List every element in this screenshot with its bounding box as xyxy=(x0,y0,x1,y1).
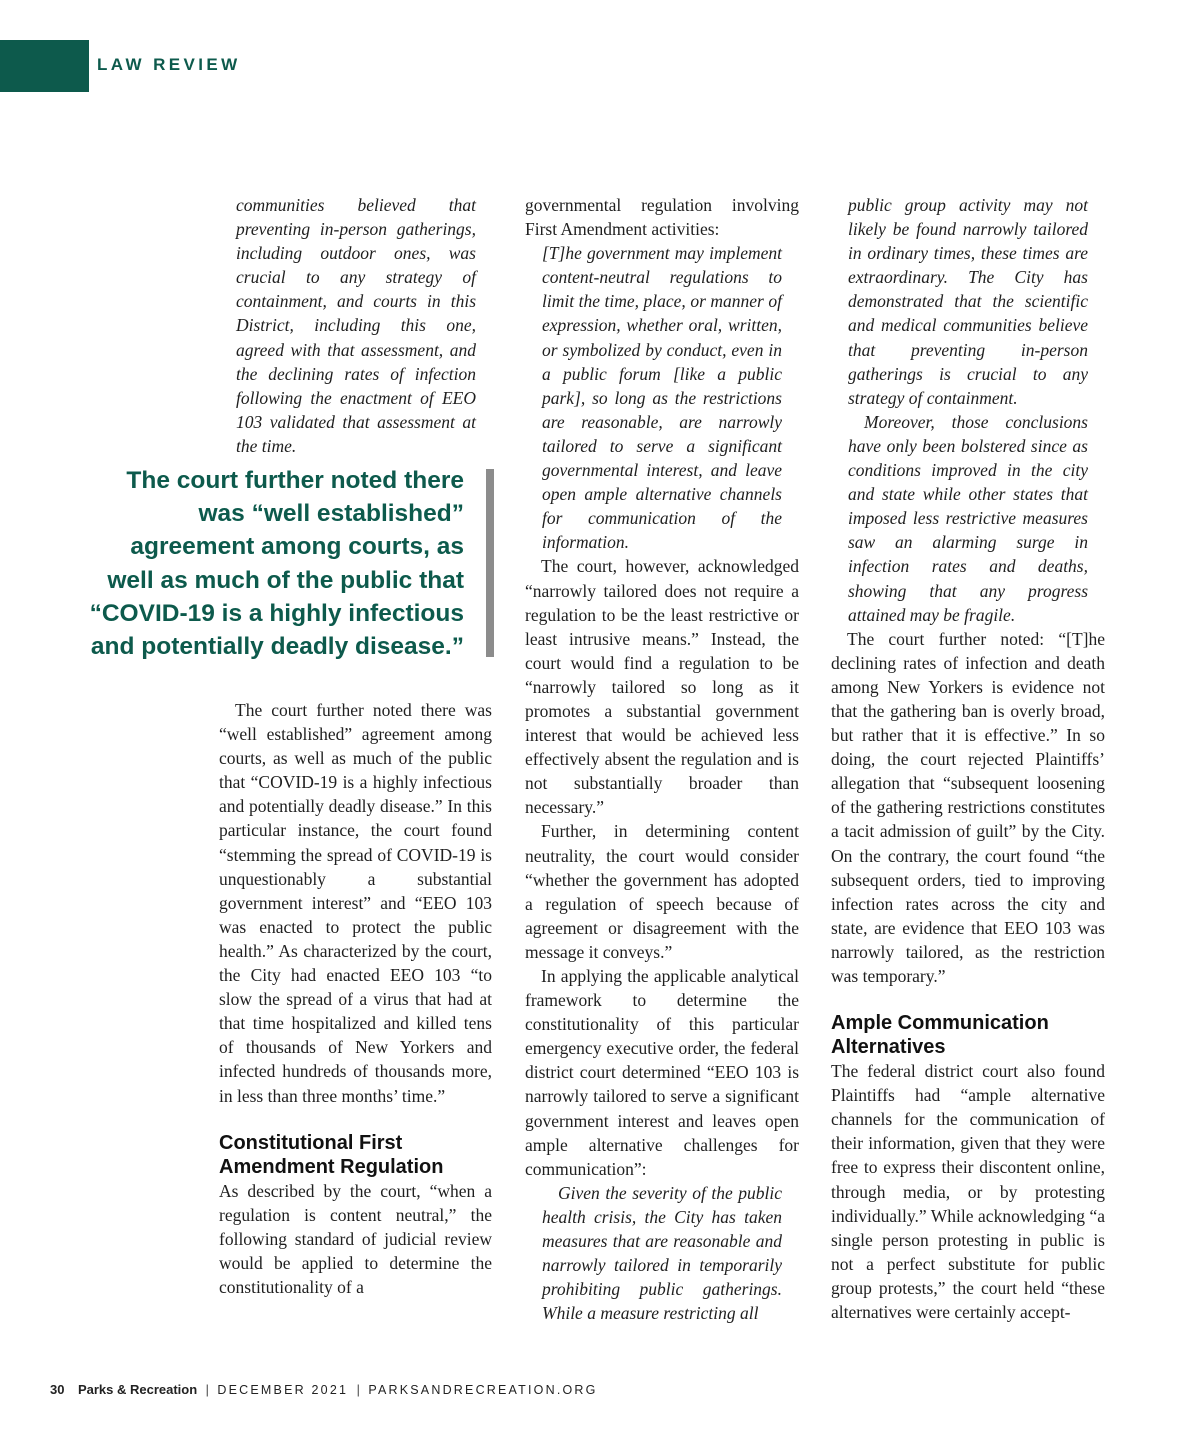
column-3 xyxy=(831,193,1105,1324)
pull-quote-rule xyxy=(486,469,494,657)
body-paragraph: The court, however, acknowledged “narrowly tailored does not require a regulation to be the least restrictive or least intrusive means.” Instead, the court would find a regulation to be “narrowly tailored so long as it promotes a substantial government interest that would be achieved less effectively absent the regulation and is not substantially broader than necessary.” xyxy=(525,556,799,818)
website-link[interactable]: PARKSANDRECREATION.ORG xyxy=(368,1383,598,1397)
page-number: 30 xyxy=(50,1382,65,1397)
block-quote-continuation: public group activity may not likely be found narrowly tailored in ordinary times, these times are extraordinary. The City has demonstrated that the scientific and medical communities believe that preventing in-person gatherings is crucial to any strategy of containment. xyxy=(848,195,1088,408)
section-label: LAW REVIEW xyxy=(97,55,241,74)
page-footer xyxy=(50,1382,598,1397)
block-quote: Given the severity of the public health crisis, the City has taken measures that are reasonable and narrowly tailored in temporarily prohibiting public gatherings. While a measure restricting all xyxy=(542,1182,782,1324)
body-paragraph: The court further noted: “[T]he declining rates of infection and death among New Yorkers is evidence not that the gathering ban is overly broad, but rather that it is effective.” In so doing, the court rejected Plaintiffs’ allegation that “subsequent loosening of the gathering restrictions constitutes a tacit admission of guilt” by the City. On the contrary, the court found “the subsequent orders, tied to improving infection rates across the city and state, are evidence that EEO 103 was narrowly tailored, as the restriction was temporary.” xyxy=(831,628,1105,986)
pull-quote: The court further noted there was “well established” agreement among courts, as well as much of the public that “COVID-19 is a highly infectious and potentially deadly disease.” xyxy=(89,467,464,661)
column-1-top xyxy=(236,193,476,458)
block-quote-continuation: communities believed that preventing in-person gatherings, including outdoor ones, was crucial to any strategy of containment, and courts in this District, including this one, agreed with that assessment, and the declining rates of infection following the enactment of EEO 103 validated that assessment at the time. xyxy=(236,195,476,456)
body-paragraph: As described by the court, “when a regulation is content neutral,” the following standard of judicial review would be applied to determine the constitutionality of a xyxy=(219,1180,492,1297)
column-2 xyxy=(525,193,799,1325)
footer-separator: | xyxy=(356,1383,360,1397)
footer-separator: | xyxy=(205,1383,209,1397)
block-quote: Moreover, those conclusions have only been bolstered since as conditions improved in the city and state while other states that imposed less restrictive measures saw an alarming surge in infection rates and deaths, showing that any progress attained may be fragile. xyxy=(848,411,1088,625)
body-paragraph: In applying the applicable analytical framework to determine the constitutionality of this particular emergency executive order, the federal district court determined “EEO 103 is narrowly tailored to serve a significant government interest and leaves open ample alternative challenges for communication”: xyxy=(525,966,799,1179)
body-paragraph: Further, in determining content neutrality, the court would consider “whether the government has adopted a regulation of speech because of agreement or disagreement with the message it conveys.” xyxy=(525,821,799,962)
section-color-bar xyxy=(0,40,89,92)
body-paragraph: The court further noted there was “well established” agreement among courts, as well as much of the public that “COVID-19 is a highly infectious and potentially deadly disease.” In this particular instance, the court found “stemming the spread of COVID-19 is unquestionably a substantial government interest” and “EEO 103 was enacted to protect the public health.” As characterized by the court, the City had enacted EEO 103 “to slow the spread of a virus that had at that time hospitalized and killed tens of thousands of New Yorkers and infected hundreds of thousands more, in less than three months’ time.” xyxy=(219,700,492,1106)
magazine-name: Parks & Recreation xyxy=(77,1382,198,1397)
subhead-ample-communication: Ample Communication Alternatives xyxy=(831,1012,1049,1059)
column-1-bottom xyxy=(219,698,492,1299)
issue-date: DECEMBER 2021 xyxy=(217,1383,349,1397)
subhead-constitutional: Constitutional First Amendment Regulation xyxy=(219,1131,444,1178)
body-paragraph: The federal district court also found Plaintiffs had “ample alternative channels for the communication of their information, given that they were free to express their discontent online, through media, or by protesting individually.” While acknowledging “a single person protesting in public is not a perfect substitute for public group protests,” the court held “these alternatives were certainly accept- xyxy=(831,1061,1105,1323)
body-paragraph: governmental regulation involving First Amendment activities: xyxy=(525,195,799,240)
block-quote: [T]he government may implement content-neutral regulations to limit the time, place, or manner of expression, whether oral, written, or symbolized by conduct, even in a public forum [like a public park], so long as the restrictions are reasonable, are narrowly tailored to serve a significant governmental interest, and leave open ample alternative channels for communication of the information. xyxy=(542,243,782,553)
